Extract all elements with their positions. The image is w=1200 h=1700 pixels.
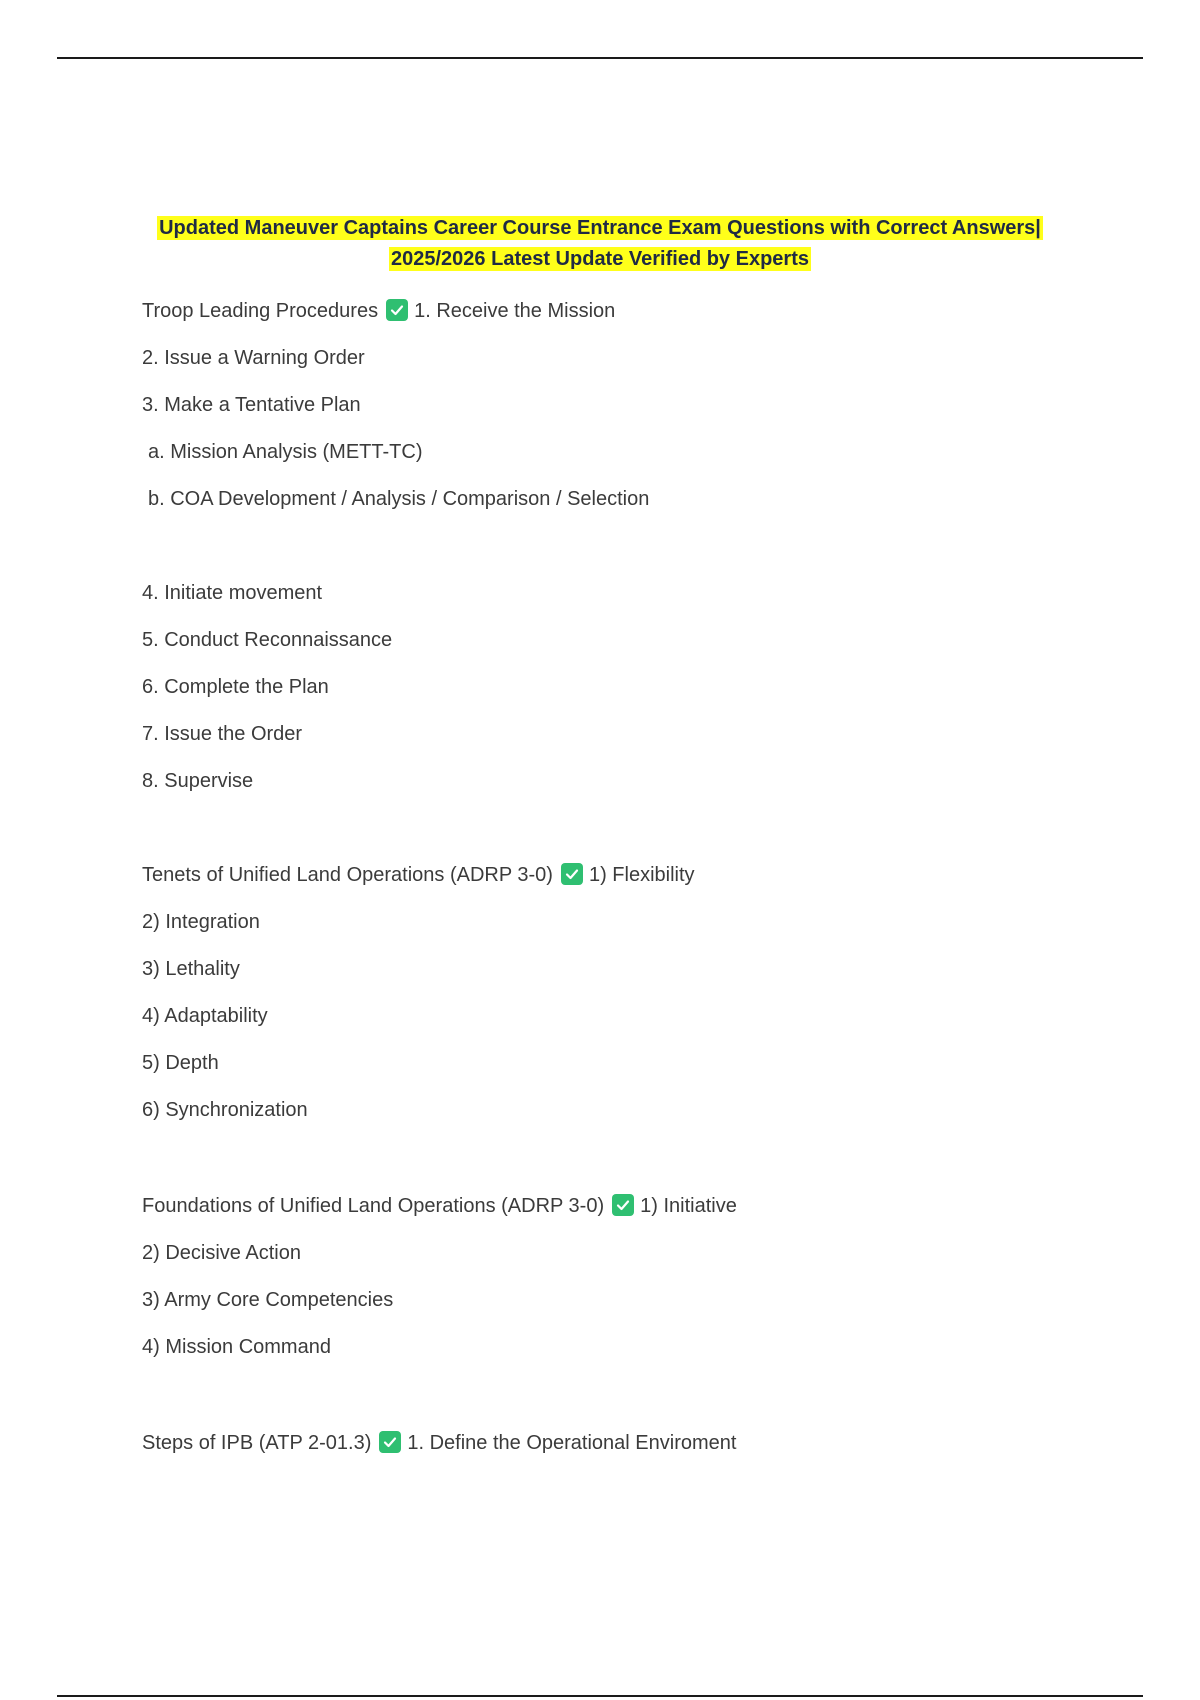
footer-rule [57,1695,1143,1697]
document-title [120,213,1080,275]
answer-line: 7. Issue the Order [142,723,303,745]
answer-line: 4) Mission Command [142,1336,331,1358]
answer-subline: a. Mission Analysis (METT-TC) [148,441,423,463]
question-line [142,862,695,888]
answer-text: 1. Receive the Mission [414,300,616,322]
answer-line: 5) Depth [142,1052,219,1074]
answer-subline: b. COA Development / Analysis / Comparison / Selection [148,488,650,510]
answer-line: 2) Decisive Action [142,1242,301,1264]
title-line-2: 2025/2026 Latest Update Verified by Experts [391,248,809,270]
answer-line: 3) Lethality [142,958,240,980]
answer-line: 2) Integration [142,911,260,933]
answer-line: 4) Adaptability [142,1005,268,1027]
answer-line: 4. Initiate movement [142,582,323,604]
answer-line: 3) Army Core Competencies [142,1289,394,1311]
answer-line: 8. Supervise [142,770,254,792]
check-mark-icon [612,1194,634,1216]
answer-line: 2. Issue a Warning Order [142,347,365,369]
answer-line: 6) Synchronization [142,1099,308,1121]
answer-text: 1) Flexibility [588,864,695,886]
answer-text: 1. Define the Operational Enviroment [407,1432,737,1454]
header-rule [57,57,1143,59]
answer-line: 6. Complete the Plan [142,676,329,698]
question-text: Foundations of Unified Land Operations (ADRP 3-0) [142,1195,605,1217]
check-mark-icon [379,1431,401,1453]
answer-line: 3. Make a Tentative Plan [142,394,361,416]
question-text: Steps of IPB (ATP 2-01.3) [142,1432,372,1454]
check-mark-icon [561,863,583,885]
question-line [142,1193,737,1219]
answer-text: 1) Initiative [640,1195,737,1217]
question-line [142,1430,736,1456]
answer-line: 5. Conduct Reconnaissance [142,629,393,651]
question-text: Troop Leading Procedures [142,300,379,322]
title-line-1: Updated Maneuver Captains Career Course Entrance Exam Questions with Correct Answers| [159,217,1041,239]
question-text: Tenets of Unified Land Operations (ADRP 3-0) [142,864,553,886]
question-line [142,298,615,324]
check-mark-icon [386,299,408,321]
